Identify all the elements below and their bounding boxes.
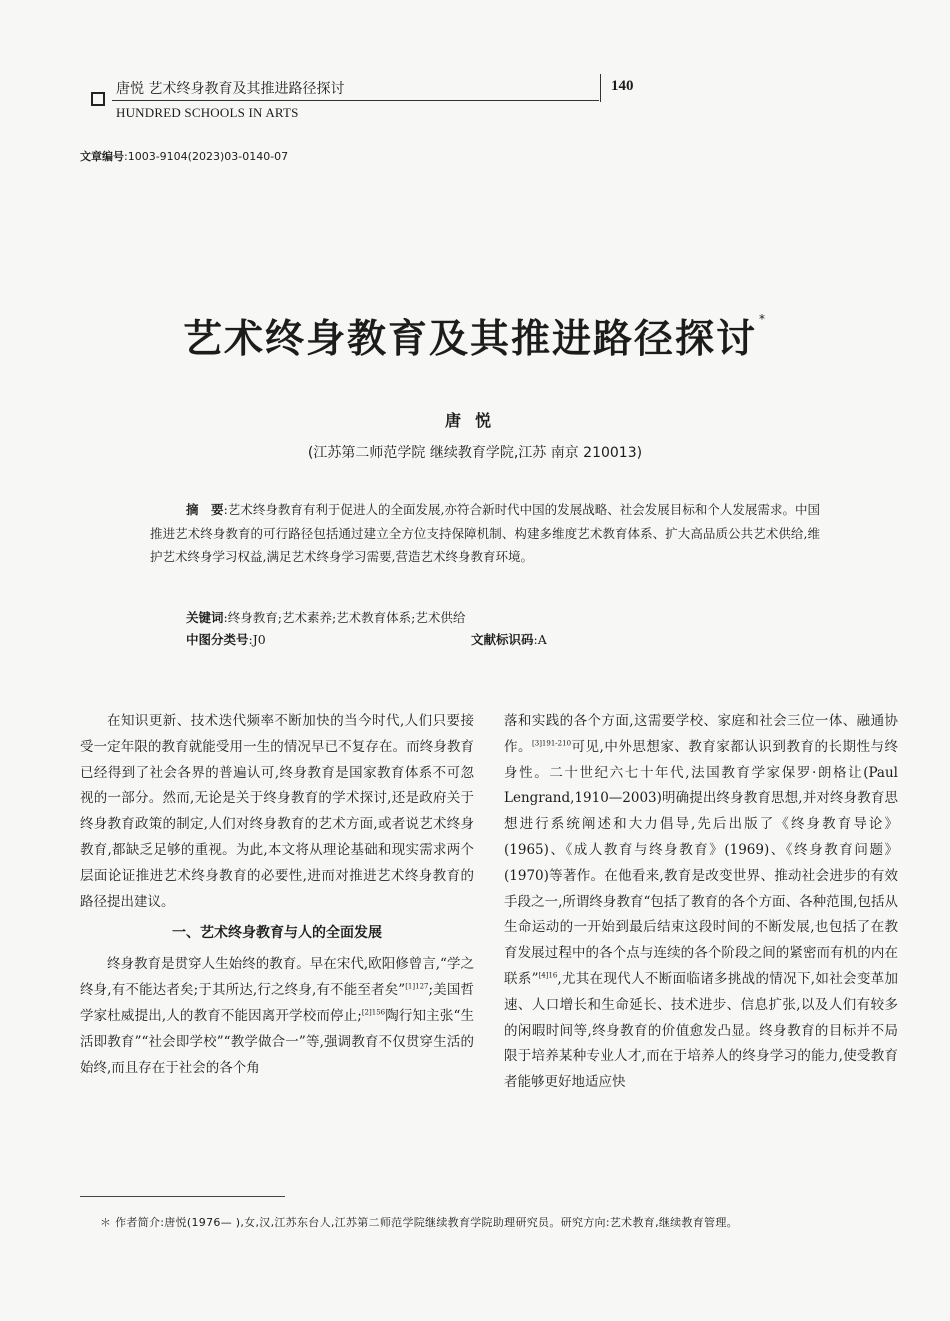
running-header-title: 唐悦 艺术终身教育及其推进路径探讨 (116, 81, 345, 97)
title-footnote-mark: * (759, 312, 767, 326)
article-number (80, 148, 288, 164)
citation-ref[interactable]: [3]191-210 (532, 739, 572, 748)
paragraph-text: ;美国哲学家杜威提出,人的教育不能因离开学校而停止; (80, 982, 474, 1024)
header-rule (112, 100, 599, 101)
section-heading: 一、艺术终身教育与人的全面发展 (172, 925, 382, 942)
author-footnote: ＊ 作者简介:唐悦(1976— ),女,汉,江苏东台人,江苏第二师范学院继续教育学院助理研究员。研究方向:艺术教育,继续教育管理。 (100, 1216, 738, 1229)
paragraph-text: 落和实践的各个方面,这需要学校、家庭和社会三位一体、融通协作。 (504, 713, 898, 755)
abstract-label: 摘 要 (186, 502, 224, 517)
document-code-text: :A (533, 632, 547, 647)
body-left-column (80, 709, 474, 1081)
header-square-icon (91, 92, 105, 106)
body-right-column (504, 709, 898, 1096)
keywords-label: 关键词 (186, 610, 224, 625)
paragraph-text: 陶行知主张“生活即教育”“社会即学校”“教学做合一”等,强调教育不仅贯穿生活的始终,而且存在于社会的各个角 (80, 1007, 475, 1076)
keywords (186, 606, 465, 629)
author-affiliation: (江苏第二师范学院 继续教育学院,江苏 南京 210013) (307, 445, 643, 461)
document-code-label: 文献标识码 (471, 632, 534, 647)
body-paragraph (504, 709, 898, 1096)
article-number-value: :1003-9104(2023)03-0140-07 (124, 150, 289, 163)
journal-name: HUNDRED SCHOOLS IN ARTS (116, 105, 299, 120)
keywords-text: :终身教育;艺术素养;艺术教育体系;艺术供给 (223, 610, 466, 625)
classification-label: 中图分类号 (186, 632, 249, 647)
classification-text: :J0 (248, 632, 266, 647)
paragraph-text: ,尤其在现代人不断面临诸多挑战的情况下,如社会变革加速、人口增长和生命延长、技术进步、信息扩张,以及人们有较多的闲暇时间等,终身教育的价值愈发凸显。终身教育的目标并不局限于培养某种专业人才,而在于培养人的终身学习的能力,使受教育者能够更好地适应快 (504, 970, 898, 1091)
classification (186, 630, 266, 648)
author-name: 唐悦 (444, 411, 505, 430)
abstract (150, 498, 820, 569)
citation-ref[interactable]: [1]127 (405, 982, 429, 991)
citation-ref[interactable]: [2]156 (361, 1008, 386, 1017)
article-title: 艺术终身教育及其推进路径探讨 (182, 317, 757, 362)
citation-ref[interactable]: [4]16 (538, 971, 558, 980)
document-code (471, 630, 547, 648)
abstract-text: :艺术终身教育有利于促进人的全面发展,亦符合新时代中国的发展战略、社会发展目标和个人发展需求。中国推进艺术终身教育的可行路径包括通过建立全方位支持保障机制、构建多维度艺术教育体系、扩大高品质公共艺术供给,维护艺术终身学习权益,满足艺术终身学习需要,营造艺术终身教育环境。 (150, 502, 820, 564)
footnote-rule (80, 1196, 285, 1197)
paragraph-text: 终身教育是贯穿人生始终的教育。早在宋代,欧阳修曾言,“学之终身,有不能达者矣;于其所达,行之终身,有不能至者矣” (80, 956, 474, 999)
paragraph-text: 可见,中外思想家、教育家都认识到教育的长期性与终身性。二十世纪六七十年代,法国教育学家保罗·朗格让(Paul Lengrand,1910—2003)明确提出终身教育思想,并对终身教育思想进行系统阐述和大力倡导,先后出版了《终身教育导论》(1965)、《成人教育与终身教育》(1969)、《终身教育问题》(1970)等著作。在他看来,教育是改变世界、推动社会进步的有效手段之一,所谓终身教育“包括了教育的各个方面、各种范围,包括从生命运动的一开始到最后结束这段时间的不断发展,也包括了在教育发展过程中的各个点与连续的各个阶段之间的紧密而有机的内在联系” (504, 738, 898, 987)
body-paragraph: 在知识更新、技术迭代频率不断加快的当今时代,人们只要接受一定年限的教育就能受用一生的情况早已不复存在。而终身教育已经得到了社会各界的普遍认可,终身教育是国家教育体系不可忽视的一部分。然而,无论是关于终身教育的学术探讨,还是政府关于终身教育政策的制定,人们对终身教育的艺术方面,或者说艺术终身教育,都缺乏足够的重视。为此,本文将从理论基础和现实需求两个层面论证推进艺术终身教育的必要性,进而对推进艺术终身教育的路径提出建议。 (80, 713, 474, 910)
page-number: 140 (611, 78, 634, 94)
header-divider (600, 74, 601, 102)
body-paragraph (80, 952, 474, 1081)
article-number-label: 文章编号 (80, 150, 124, 163)
article-title-block (0, 308, 950, 364)
